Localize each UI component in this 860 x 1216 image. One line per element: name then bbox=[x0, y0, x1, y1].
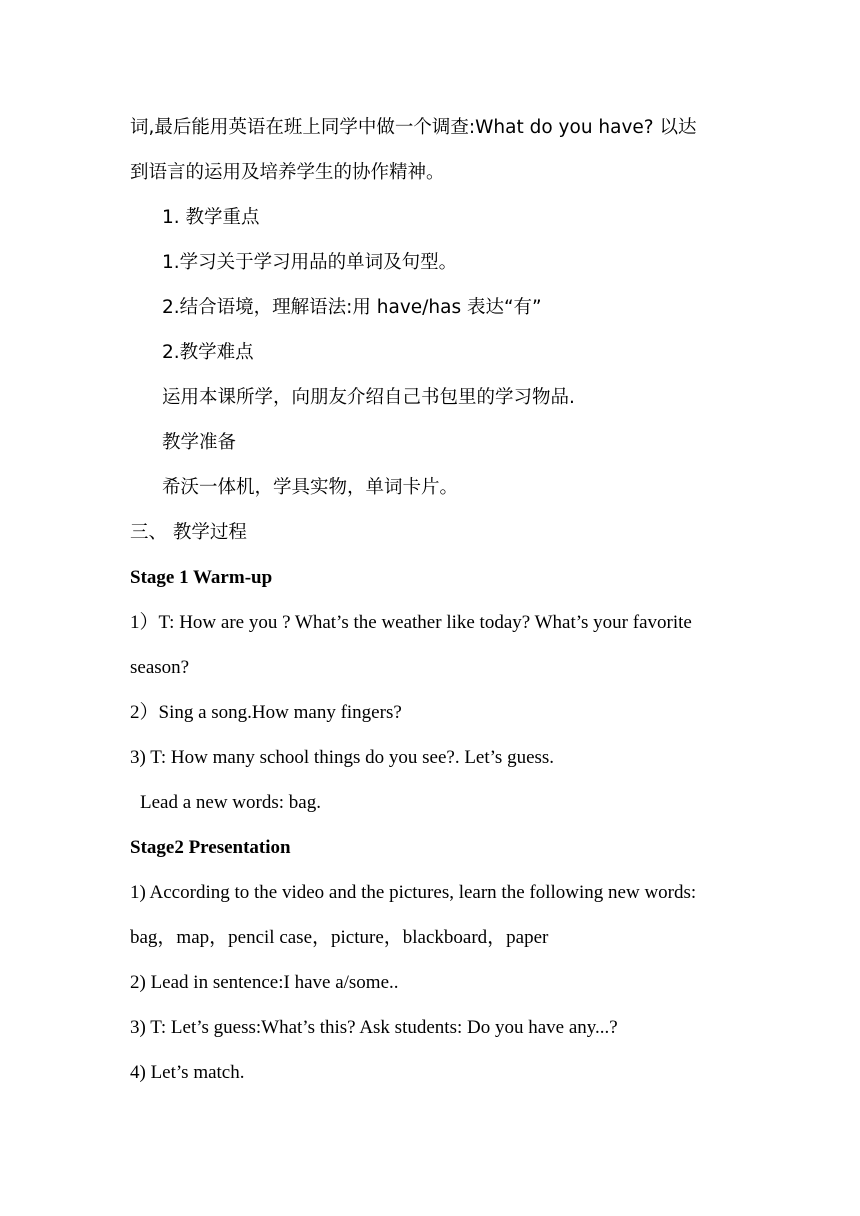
stage1-step-3-note: Lead a new words: bag. bbox=[140, 792, 321, 813]
difficulty-text: 运用本课所学，向朋友介绍自己书包里的学习物品. bbox=[162, 387, 575, 408]
stage1-step-3: 3) T: How many school things do you see?. Let’s guess. bbox=[130, 747, 555, 768]
section-heading-preparation: 教学准备 bbox=[162, 432, 237, 453]
stage2-heading: Stage2 Presentation bbox=[130, 837, 291, 858]
stage1-heading: Stage 1 Warm-up bbox=[130, 567, 273, 588]
key-point-1: 1.学习关于学习用品的单词及句型。 bbox=[162, 252, 458, 273]
stage2-step-2: 2) Lead in sentence:I have a/some.. bbox=[130, 972, 399, 993]
intro-line-2: 到语言的运用及培养学生的协作精神。 bbox=[130, 162, 445, 183]
stage1-step-2: 2）Sing a song.How many fingers? bbox=[130, 702, 402, 723]
key-point-2: 2.结合语境，理解语法:用 have/has 表达“有” bbox=[162, 297, 542, 318]
stage1-step-1-cont: season? bbox=[130, 657, 190, 678]
section-heading-key-points: 1. 教学重点 bbox=[162, 207, 260, 228]
intro-line-1: 词,最后能用英语在班上同学中做一个调查:What do you have? 以达 bbox=[130, 117, 697, 138]
stage2-step-1-words: bag，map，pencil case，picture，blackboard，paper bbox=[130, 927, 549, 948]
section-heading-difficulties: 2.教学难点 bbox=[162, 342, 254, 363]
preparation-text: 希沃一体机，学具实物，单词卡片。 bbox=[162, 477, 459, 498]
section-heading-process: 三、 教学过程 bbox=[130, 522, 247, 543]
stage2-step-3: 3) T: Let’s guess:What’s this? Ask students: Do you have any...? bbox=[130, 1017, 618, 1038]
stage2-step-4: 4) Let’s match. bbox=[130, 1062, 245, 1083]
stage1-step-1: 1）T: How are you ? What’s the weather like today? What’s your favorite bbox=[130, 612, 692, 633]
stage2-step-1: 1) According to the video and the pictures, learn the following new words: bbox=[130, 882, 697, 903]
